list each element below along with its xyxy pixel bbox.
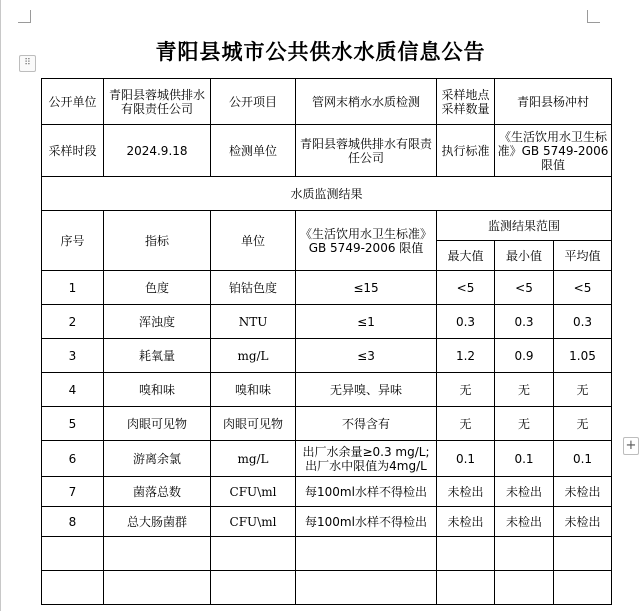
header-no: 序号 [42, 211, 104, 271]
min-value: 0.3 [495, 305, 554, 339]
header-limit: 《生活饮用水卫生标准》GB 5749-2006 限值 [296, 211, 437, 271]
table-row [42, 407, 612, 441]
min-value: 无 [495, 373, 554, 407]
table-row [42, 339, 612, 373]
value-cell: 2024.9.18 [104, 125, 211, 177]
unit-cell: 铂钴色度 [211, 271, 296, 305]
avg-value: 无 [554, 373, 612, 407]
value-cell: 《生活饮用水卫生标准》GB 5749-2006 限值 [495, 125, 612, 177]
header-max: 最大值 [437, 241, 495, 271]
header-range: 监测结果范围 [437, 211, 612, 241]
header-min: 最小值 [495, 241, 554, 271]
empty-row [42, 537, 612, 571]
margin-corner-mark [18, 10, 31, 23]
value-cell: 管网末梢水水质检测 [296, 79, 437, 125]
limit-cell: 不得含有 [296, 407, 437, 441]
table-row [42, 477, 612, 507]
limit-cell: ≤3 [296, 339, 437, 373]
unit-cell: 嗅和味 [211, 373, 296, 407]
indicator-name: 总大肠菌群 [104, 507, 211, 537]
max-value: 1.2 [437, 339, 495, 373]
limit-cell: ≤15 [296, 271, 437, 305]
table-move-handle-icon[interactable]: ⠿ [19, 55, 36, 72]
unit-cell: mg/L [211, 441, 296, 477]
row-number: 3 [42, 339, 104, 373]
min-value: <5 [495, 271, 554, 305]
limit-cell: 每100ml水样不得检出 [296, 477, 437, 507]
min-value: 0.1 [495, 441, 554, 477]
max-value: 0.1 [437, 441, 495, 477]
label-cell: 检测单位 [211, 125, 296, 177]
row-number: 8 [42, 507, 104, 537]
row-number: 5 [42, 407, 104, 441]
row-number: 6 [42, 441, 104, 477]
indicator-name: 肉眼可见物 [104, 407, 211, 441]
header-avg: 平均值 [554, 241, 612, 271]
label-cell: 公开项目 [211, 79, 296, 125]
max-value: 无 [437, 373, 495, 407]
limit-cell: 每100ml水样不得检出 [296, 507, 437, 537]
value-cell: 青阳县杨冲村 [495, 79, 612, 125]
limit-cell: 出厂水余量≥0.3 mg/L;出厂水中限值为4mg/L [296, 441, 437, 477]
indicator-name: 耗氧量 [104, 339, 211, 373]
indicator-name: 菌落总数 [104, 477, 211, 507]
unit-cell: 肉眼可见物 [211, 407, 296, 441]
max-value: 无 [437, 407, 495, 441]
limit-cell: ≤1 [296, 305, 437, 339]
unit-cell: mg/L [211, 339, 296, 373]
page-edge [0, 0, 1, 611]
page-title: 青阳县城市公共供水水质信息公告 [155, 40, 486, 64]
min-value: 未检出 [495, 477, 554, 507]
header-row [42, 211, 612, 241]
label-cell: 执行标准 [437, 125, 495, 177]
row-number: 4 [42, 373, 104, 407]
header-unit: 单位 [211, 211, 296, 271]
avg-value: 未检出 [554, 507, 612, 537]
indicator-name: 色度 [104, 271, 211, 305]
avg-value: 0.1 [554, 441, 612, 477]
avg-value: 1.05 [554, 339, 612, 373]
max-value: 0.3 [437, 305, 495, 339]
indicator-name: 游离余氯 [104, 441, 211, 477]
info-row [42, 79, 612, 125]
avg-value: 未检出 [554, 477, 612, 507]
avg-value: 0.3 [554, 305, 612, 339]
margin-corner-mark [587, 10, 600, 23]
avg-value: <5 [554, 271, 612, 305]
value-cell: 青阳县蓉城供排水有限责任公司 [104, 79, 211, 125]
add-column-icon[interactable]: + [623, 437, 639, 455]
value-cell: 青阳县蓉城供排水有限责任公司 [296, 125, 437, 177]
section-row [42, 177, 612, 211]
max-value: 未检出 [437, 477, 495, 507]
header-index: 指标 [104, 211, 211, 271]
info-row [42, 125, 612, 177]
water-quality-table [41, 78, 612, 605]
table-row [42, 507, 612, 537]
avg-value: 无 [554, 407, 612, 441]
unit-cell: CFU\ml [211, 477, 296, 507]
unit-cell: NTU [211, 305, 296, 339]
label-cell: 采样地点采样数量 [437, 79, 495, 125]
empty-row [42, 571, 612, 605]
min-value: 0.9 [495, 339, 554, 373]
label-cell: 采样时段 [42, 125, 104, 177]
max-value: 未检出 [437, 507, 495, 537]
min-value: 无 [495, 407, 554, 441]
indicator-name: 嗅和味 [104, 373, 211, 407]
row-number: 7 [42, 477, 104, 507]
section-title: 水质监测结果 [42, 177, 612, 211]
limit-cell: 无异嗅、异味 [296, 373, 437, 407]
table-row [42, 373, 612, 407]
min-value: 未检出 [495, 507, 554, 537]
table-row [42, 271, 612, 305]
row-number: 1 [42, 271, 104, 305]
table-row [42, 441, 612, 477]
table-row [42, 305, 612, 339]
unit-cell: CFU\ml [211, 507, 296, 537]
label-cell: 公开单位 [42, 79, 104, 125]
max-value: <5 [437, 271, 495, 305]
row-number: 2 [42, 305, 104, 339]
indicator-name: 浑浊度 [104, 305, 211, 339]
